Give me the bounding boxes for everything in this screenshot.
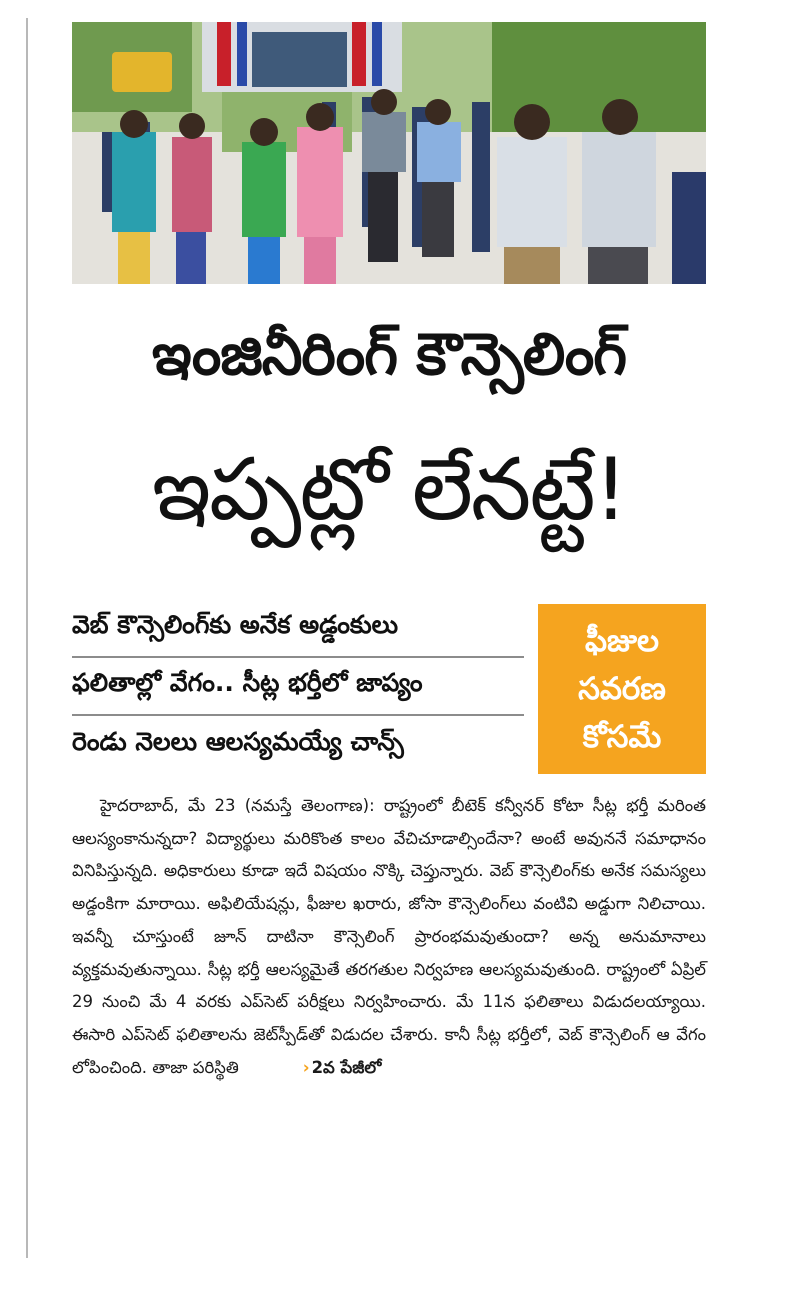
column-rule bbox=[26, 18, 28, 1258]
continue-arrow-icon: › bbox=[302, 1057, 310, 1077]
article-body-text: హైదరాబాద్, మే 23 (నమస్తే తెలంగాణ): రాష్ట్రంలో బీటెక్ కన్వీనర్ కోటా సీట్ల భర్తీ మరింత ఆలస్యంకానున్నదా? విద్యార్థులు మరికొంత కాలం వేచిచూడాల్సిందేనా? అంటే అవుననే సమాధానం వినిపిస్తున్నది. అధికారులు కూడా ఇదే విషయం నొక్కి చెప్తున్నారు. వెబ్ కౌన్సెలింగ్‌కు అనేక సమస్యలు అడ్డంకిగా మారాయి. అఫిలియేషన్లు, ఫీజుల ఖరారు, జోసా కౌన్సెలింగ్‌లు వంటివి అడ్డుగా నిలిచాయి. ఇవన్నీ చూస్తుంటే జూన్ దాటినా కౌన్సెలింగ్ ప్రారంభమవుతుందా? అన్న అనుమానాలు వ్యక్తమవుతున్నాయి. సీట్ల భర్తీ ఆలస్యమైతే తరగతుల నిర్వహణ ఆలస్యమవుతుంది. రాష్ట్రంలో ఏప్రిల్ 29 నుంచి మే 4 వరకు ఎప్‌సెట్ పరీక్షలు నిర్వహించారు. మే 11న ఫలితాలు విడుదలయ్యాయి. ఈసారి ఎప్‌సెట్ ఫలితాలను జెట్‌స్పీడ్‌తో విడుదల చేశారు. కానీ సీట్ల భర్తీలో, వెబ్ కౌన్సెలింగ్ ఆ వేగం లోపించింది. తాజా పరిస్థితి bbox=[72, 796, 706, 1077]
fee-box-line-1: ఫీజుల bbox=[584, 623, 660, 659]
campus-students-photo bbox=[72, 22, 706, 284]
students-walking-image bbox=[72, 22, 706, 284]
headline-line-1: ఇంజినీరింగ్ కౌన్సెలింగ్ bbox=[151, 320, 627, 388]
fee-revision-box bbox=[538, 604, 706, 774]
subheads bbox=[72, 600, 524, 774]
continued-on-page-2 bbox=[275, 1052, 382, 1085]
article-body bbox=[72, 790, 706, 1084]
article-paragraph bbox=[72, 790, 706, 1084]
fee-box-line-3: కోసమే bbox=[582, 719, 662, 755]
subhead-1: వెబ్ కౌన్సెలింగ్‌కు అనేక అడ్డంకులు bbox=[72, 600, 524, 658]
continuation-label: 2వ పేజీలో bbox=[311, 1057, 382, 1077]
subhead-2: ఫలితాల్లో వేగం.. సీట్ల భర్తీలో జాప్యం bbox=[72, 658, 524, 716]
headline-line-2: ఇప్పట్లో లేనట్టే! bbox=[151, 440, 627, 540]
subhead-3: రెండు నెలలు ఆలస్యమయ్యే చాన్స్ bbox=[72, 727, 404, 756]
fee-box-line-2: సవరణ bbox=[578, 671, 666, 707]
